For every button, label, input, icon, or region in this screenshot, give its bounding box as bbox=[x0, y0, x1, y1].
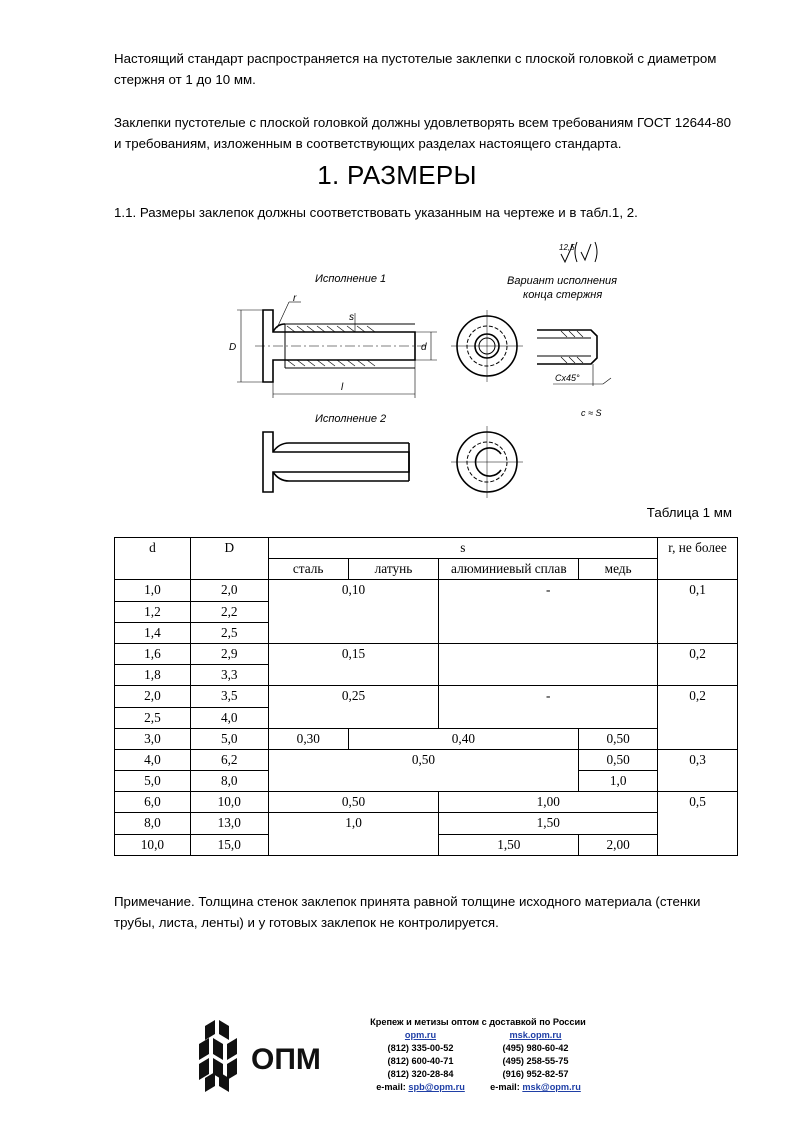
cell-d: 1,2 bbox=[115, 601, 191, 622]
section-heading: 1. РАЗМЕРЫ bbox=[317, 160, 477, 190]
cell-D: 3,5 bbox=[190, 686, 268, 707]
cell-r: 0,1 bbox=[658, 580, 738, 644]
intro-paragraph-2: Заклепки пустотелые с плоской головкой должны удовлетворять всем требованиям ГОСТ 12644-80 и требованиям, изложенным в соответствующих разделах настоящего стандарта. bbox=[114, 115, 731, 151]
cell-s: 0,50 bbox=[579, 749, 658, 770]
rivet-drawing bbox=[215, 238, 635, 500]
spb-phone: (812) 335-00-52 bbox=[387, 1043, 454, 1053]
variant2-label: Исполнение 2 bbox=[315, 413, 387, 425]
cell-d: 3,0 bbox=[115, 728, 191, 749]
note-paragraph: Примечание. Толщина стенок заклепок принята равной толщине исходного материала (стенки трубы, листа, ленты) и у готовых заклепок не контролируется. bbox=[114, 894, 701, 930]
cell-d: 1,8 bbox=[115, 665, 191, 686]
cell-r: 0,2 bbox=[658, 643, 738, 685]
cell-d: 4,0 bbox=[115, 749, 191, 770]
variant1-label: Исполнение 1 bbox=[315, 273, 387, 285]
header-r: r, не более bbox=[658, 538, 738, 580]
cell-D: 2,5 bbox=[190, 622, 268, 643]
end-variant-label-1: Вариант исполнения bbox=[507, 275, 618, 287]
cell-s bbox=[439, 643, 658, 685]
cell-D: 3,3 bbox=[190, 665, 268, 686]
cell-d: 2,5 bbox=[115, 707, 191, 728]
spb-phone: (812) 320-28-84 bbox=[387, 1069, 454, 1079]
cell-r: 0,2 bbox=[658, 686, 738, 750]
cell-s: 0,50 bbox=[268, 792, 439, 813]
cell-s: 0,50 bbox=[268, 749, 579, 791]
table-row bbox=[115, 813, 738, 834]
dimensions-table bbox=[114, 537, 738, 856]
cell-d: 6,0 bbox=[115, 792, 191, 813]
cell-D: 5,0 bbox=[190, 728, 268, 749]
variant1-body bbox=[263, 310, 415, 382]
cell-D: 2,0 bbox=[190, 580, 268, 601]
msk-phone: (495) 980-60-42 bbox=[502, 1043, 569, 1053]
cell-s: 0,15 bbox=[268, 643, 439, 685]
cell-s: 0,25 bbox=[268, 686, 439, 728]
header-d: d bbox=[115, 538, 191, 580]
opm-logo bbox=[195, 1020, 355, 1092]
msk-site-link[interactable]: msk.opm.ru bbox=[509, 1030, 562, 1040]
cell-s: 0,40 bbox=[348, 728, 579, 749]
cell-s: 1,0 bbox=[579, 771, 658, 792]
cell-d: 8,0 bbox=[115, 813, 191, 834]
cell-D: 13,0 bbox=[190, 813, 268, 834]
table-row bbox=[115, 643, 738, 664]
header-brass: латунь bbox=[348, 559, 439, 580]
roughness-value: 12,5 bbox=[559, 243, 575, 252]
header-steel: сталь bbox=[268, 559, 348, 580]
table-row bbox=[115, 686, 738, 707]
cell-d: 1,4 bbox=[115, 622, 191, 643]
section-paragraph: 1.1. Размеры заклепок должны соответствовать указанным на чертеже и в табл.1, 2. bbox=[114, 205, 638, 220]
cell-D: 4,0 bbox=[190, 707, 268, 728]
msk-column bbox=[478, 1029, 593, 1094]
cell-d: 5,0 bbox=[115, 771, 191, 792]
spb-column bbox=[363, 1029, 478, 1094]
footer bbox=[195, 1012, 615, 1102]
table-row bbox=[115, 749, 738, 770]
msk-email-label: e-mail: bbox=[490, 1082, 520, 1092]
c-note: c ≈ S bbox=[581, 408, 602, 418]
cell-D: 10,0 bbox=[190, 792, 268, 813]
table-row bbox=[115, 792, 738, 813]
table-header-row bbox=[115, 538, 738, 559]
cell-D: 2,2 bbox=[190, 601, 268, 622]
header-copper: медь bbox=[579, 559, 658, 580]
chamfer-label: Cx45° bbox=[555, 373, 580, 383]
cell-d: 2,0 bbox=[115, 686, 191, 707]
label-s: s bbox=[349, 312, 354, 323]
header-D: D bbox=[190, 538, 268, 580]
cell-s: 1,00 bbox=[439, 792, 658, 813]
cell-d: 1,6 bbox=[115, 643, 191, 664]
table-row bbox=[115, 580, 738, 601]
cell-d: 1,0 bbox=[115, 580, 191, 601]
variant2-body bbox=[263, 432, 409, 492]
header-alu: алюминиевый сплав bbox=[439, 559, 579, 580]
label-l: l bbox=[341, 382, 344, 393]
spb-email-link[interactable]: spb@opm.ru bbox=[408, 1082, 465, 1092]
table-row bbox=[115, 728, 738, 749]
spb-site-link[interactable]: opm.ru bbox=[404, 1030, 437, 1040]
cell-r: 0,5 bbox=[658, 792, 738, 856]
cell-s: 0,30 bbox=[268, 728, 348, 749]
intro-paragraph-1: Настоящий стандарт распространяется на пустотелые заклепки с плоской головкой с диаметром стержня от 1 до 10 мм. bbox=[114, 51, 717, 87]
cell-s: 2,00 bbox=[579, 834, 658, 855]
msk-email-link[interactable]: msk@opm.ru bbox=[522, 1082, 581, 1092]
msk-phone: (495) 258-55-75 bbox=[502, 1056, 569, 1066]
brand-name: ОПМ bbox=[251, 1043, 321, 1076]
cell-s: - bbox=[439, 686, 658, 728]
cell-s: 0,50 bbox=[579, 728, 658, 749]
spb-phone: (812) 600-40-71 bbox=[387, 1056, 454, 1066]
label-r: r bbox=[293, 293, 297, 304]
cell-D: 15,0 bbox=[190, 834, 268, 855]
header-s: s bbox=[268, 538, 657, 559]
cell-s: 0,10 bbox=[268, 580, 439, 644]
cell-s: 1,50 bbox=[439, 834, 579, 855]
footer-contacts bbox=[363, 1016, 593, 1094]
cell-D: 2,9 bbox=[190, 643, 268, 664]
cell-d: 10,0 bbox=[115, 834, 191, 855]
cell-s: 1,0 bbox=[268, 813, 439, 855]
table-caption: Таблица 1 мм bbox=[646, 505, 732, 520]
cell-s: 1,50 bbox=[439, 813, 658, 834]
footer-tagline: Крепеж и метизы оптом с доставкой по России bbox=[370, 1017, 586, 1027]
cell-D: 6,2 bbox=[190, 749, 268, 770]
spb-email-label: e-mail: bbox=[376, 1082, 406, 1092]
msk-phone: (916) 952-82-57 bbox=[502, 1069, 569, 1079]
cell-D: 8,0 bbox=[190, 771, 268, 792]
label-D: D bbox=[229, 342, 237, 353]
cell-s: - bbox=[439, 580, 658, 644]
label-d: d bbox=[421, 342, 427, 353]
cell-r: 0,3 bbox=[658, 749, 738, 791]
end-variant-label-2: конца стержня bbox=[523, 289, 603, 301]
